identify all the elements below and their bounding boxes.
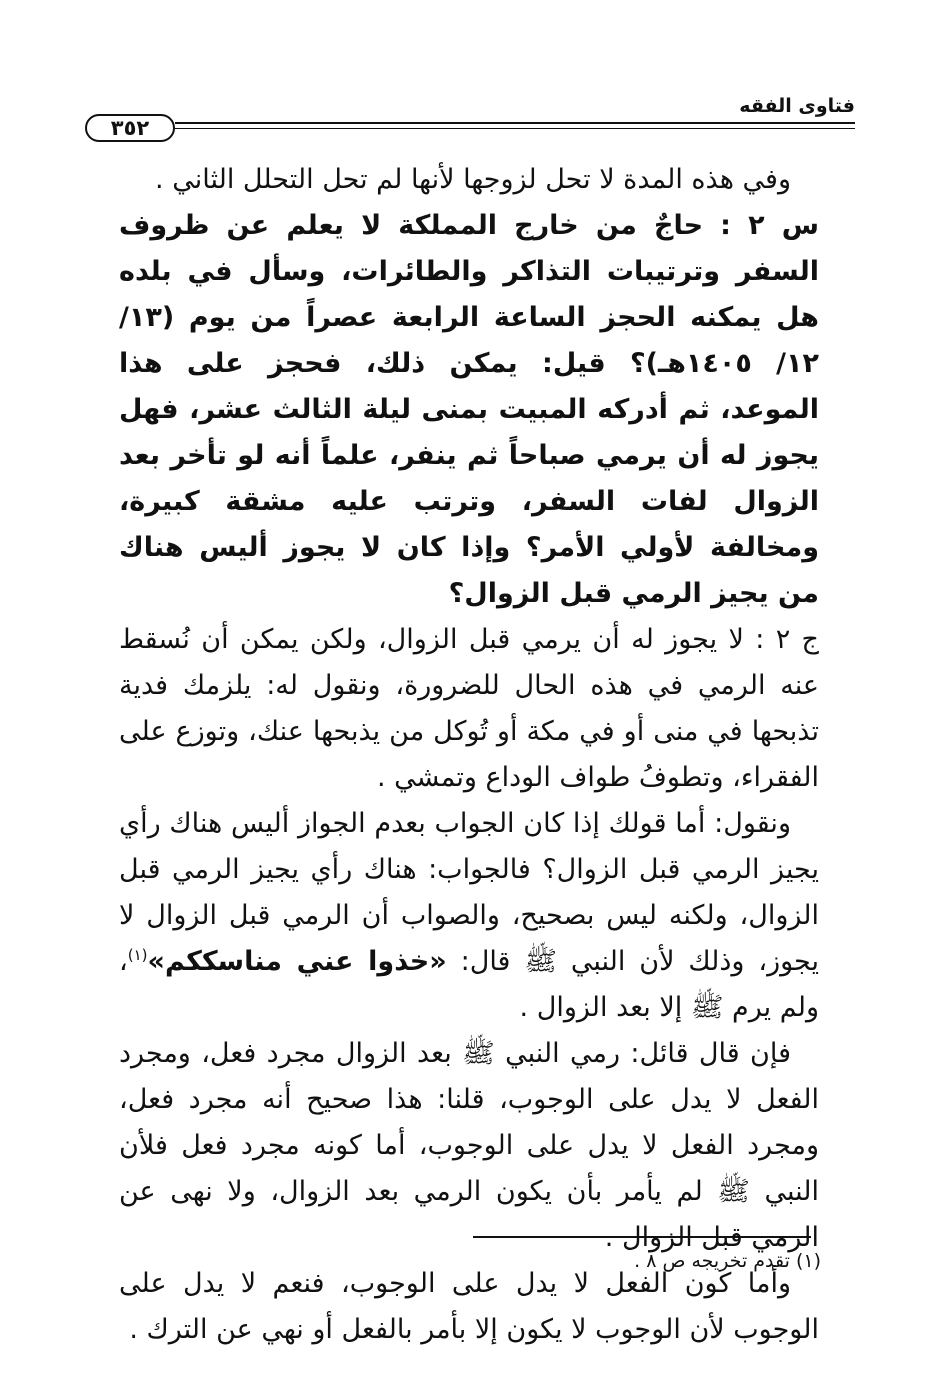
paragraph-reply bbox=[119, 801, 819, 1031]
book-title: فتاوى الفقه bbox=[739, 95, 855, 117]
header-rule-thin bbox=[175, 128, 855, 129]
footnote-divider bbox=[473, 1236, 811, 1238]
page-body bbox=[119, 157, 819, 1353]
page-number: ٣٥٢ bbox=[85, 114, 175, 142]
header-rule bbox=[175, 122, 855, 132]
footnote-ref[interactable]: (١) bbox=[127, 946, 148, 964]
paragraph-reply-end: ، ولم يرم ﷺ إلا بعد الزوال . bbox=[119, 946, 819, 1023]
footnote: (١) تقدم تخريجه ص ٨ . bbox=[634, 1250, 821, 1272]
page-header bbox=[85, 88, 855, 148]
paragraph-reply-text: ونقول: أما قولك إذا كان الجواب بعدم الجواز أليس هناك رأي يجيز الرمي قبل الزوال؟ فالجواب: هناك رأي يجيز الرمي قبل الزوال، ولكنه ليس بصحيح، والصواب أن الرمي قبل الزوال لا يجوز، وذلك لأن النبي ﷺ قال: bbox=[119, 808, 820, 977]
paragraph-objection: فإن قال قائل: رمي النبي ﷺ بعد الزوال مجرد فعل، ومجرد الفعل لا يدل على الوجوب، قلنا: هذا صحيح أنه مجرد فعل، ومجرد الفعل لا يدل على الوجوب، أما كونه مجرد فعل فلأن النبي ﷺ لم يأمر بأن يكون الرمي بعد الزوال، ولا نهى عن الرمي قبل الزوال . bbox=[119, 1038, 819, 1253]
paragraph-continuation: وفي هذه المدة لا تحل لزوجها لأنها لم تحل التحلل الثاني . bbox=[155, 164, 791, 195]
header-rule-thick bbox=[175, 122, 855, 124]
hadith-quote: «خذوا عني مناسككم» bbox=[147, 946, 447, 977]
paragraph-conclusion: وأما كون الفعل لا يدل على الوجوب، فنعم لا يدل على الوجوب لأن الوجوب لا يكون إلا بأمر بالفعل أو نهي عن الترك . bbox=[119, 1268, 819, 1345]
answer-2: ج ٢ : لا يجوز له أن يرمي قبل الزوال، ولكن يمكن أن نُسقط عنه الرمي في هذه الحال للضرورة، ونقول له: يلزمك فدية تذبحها في منى أو في مكة أو تُوكل من يذبحها عنك، وتوزع على الفقراء، وتطوفُ طواف الوداع وتمشي . bbox=[119, 624, 819, 793]
question-2: س ٢ : حاجٌ من خارج المملكة لا يعلم عن ظروف السفر وترتيبات التذاكر والطائرات، وسأل في بلده هل يمكنه الحجز الساعة الرابعة عصراً من يوم (١٣/ ١٢/ ١٤٠٥هـ)؟ قيل: يمكن ذلك، فحجز على هذا الموعد، ثم أدركه المبيت بمنى ليلة الثالث عشر، فهل يجوز له أن يرمي صباحاً ثم ينفر، علماً أنه لو تأخر بعد الزوال لفات السفر، وترتب عليه مشقة كبيرة، ومخالفة لأولي الأمر؟ وإذا كان لا يجوز أليس هناك من يجيز الرمي قبل الزوال؟ bbox=[119, 210, 820, 609]
